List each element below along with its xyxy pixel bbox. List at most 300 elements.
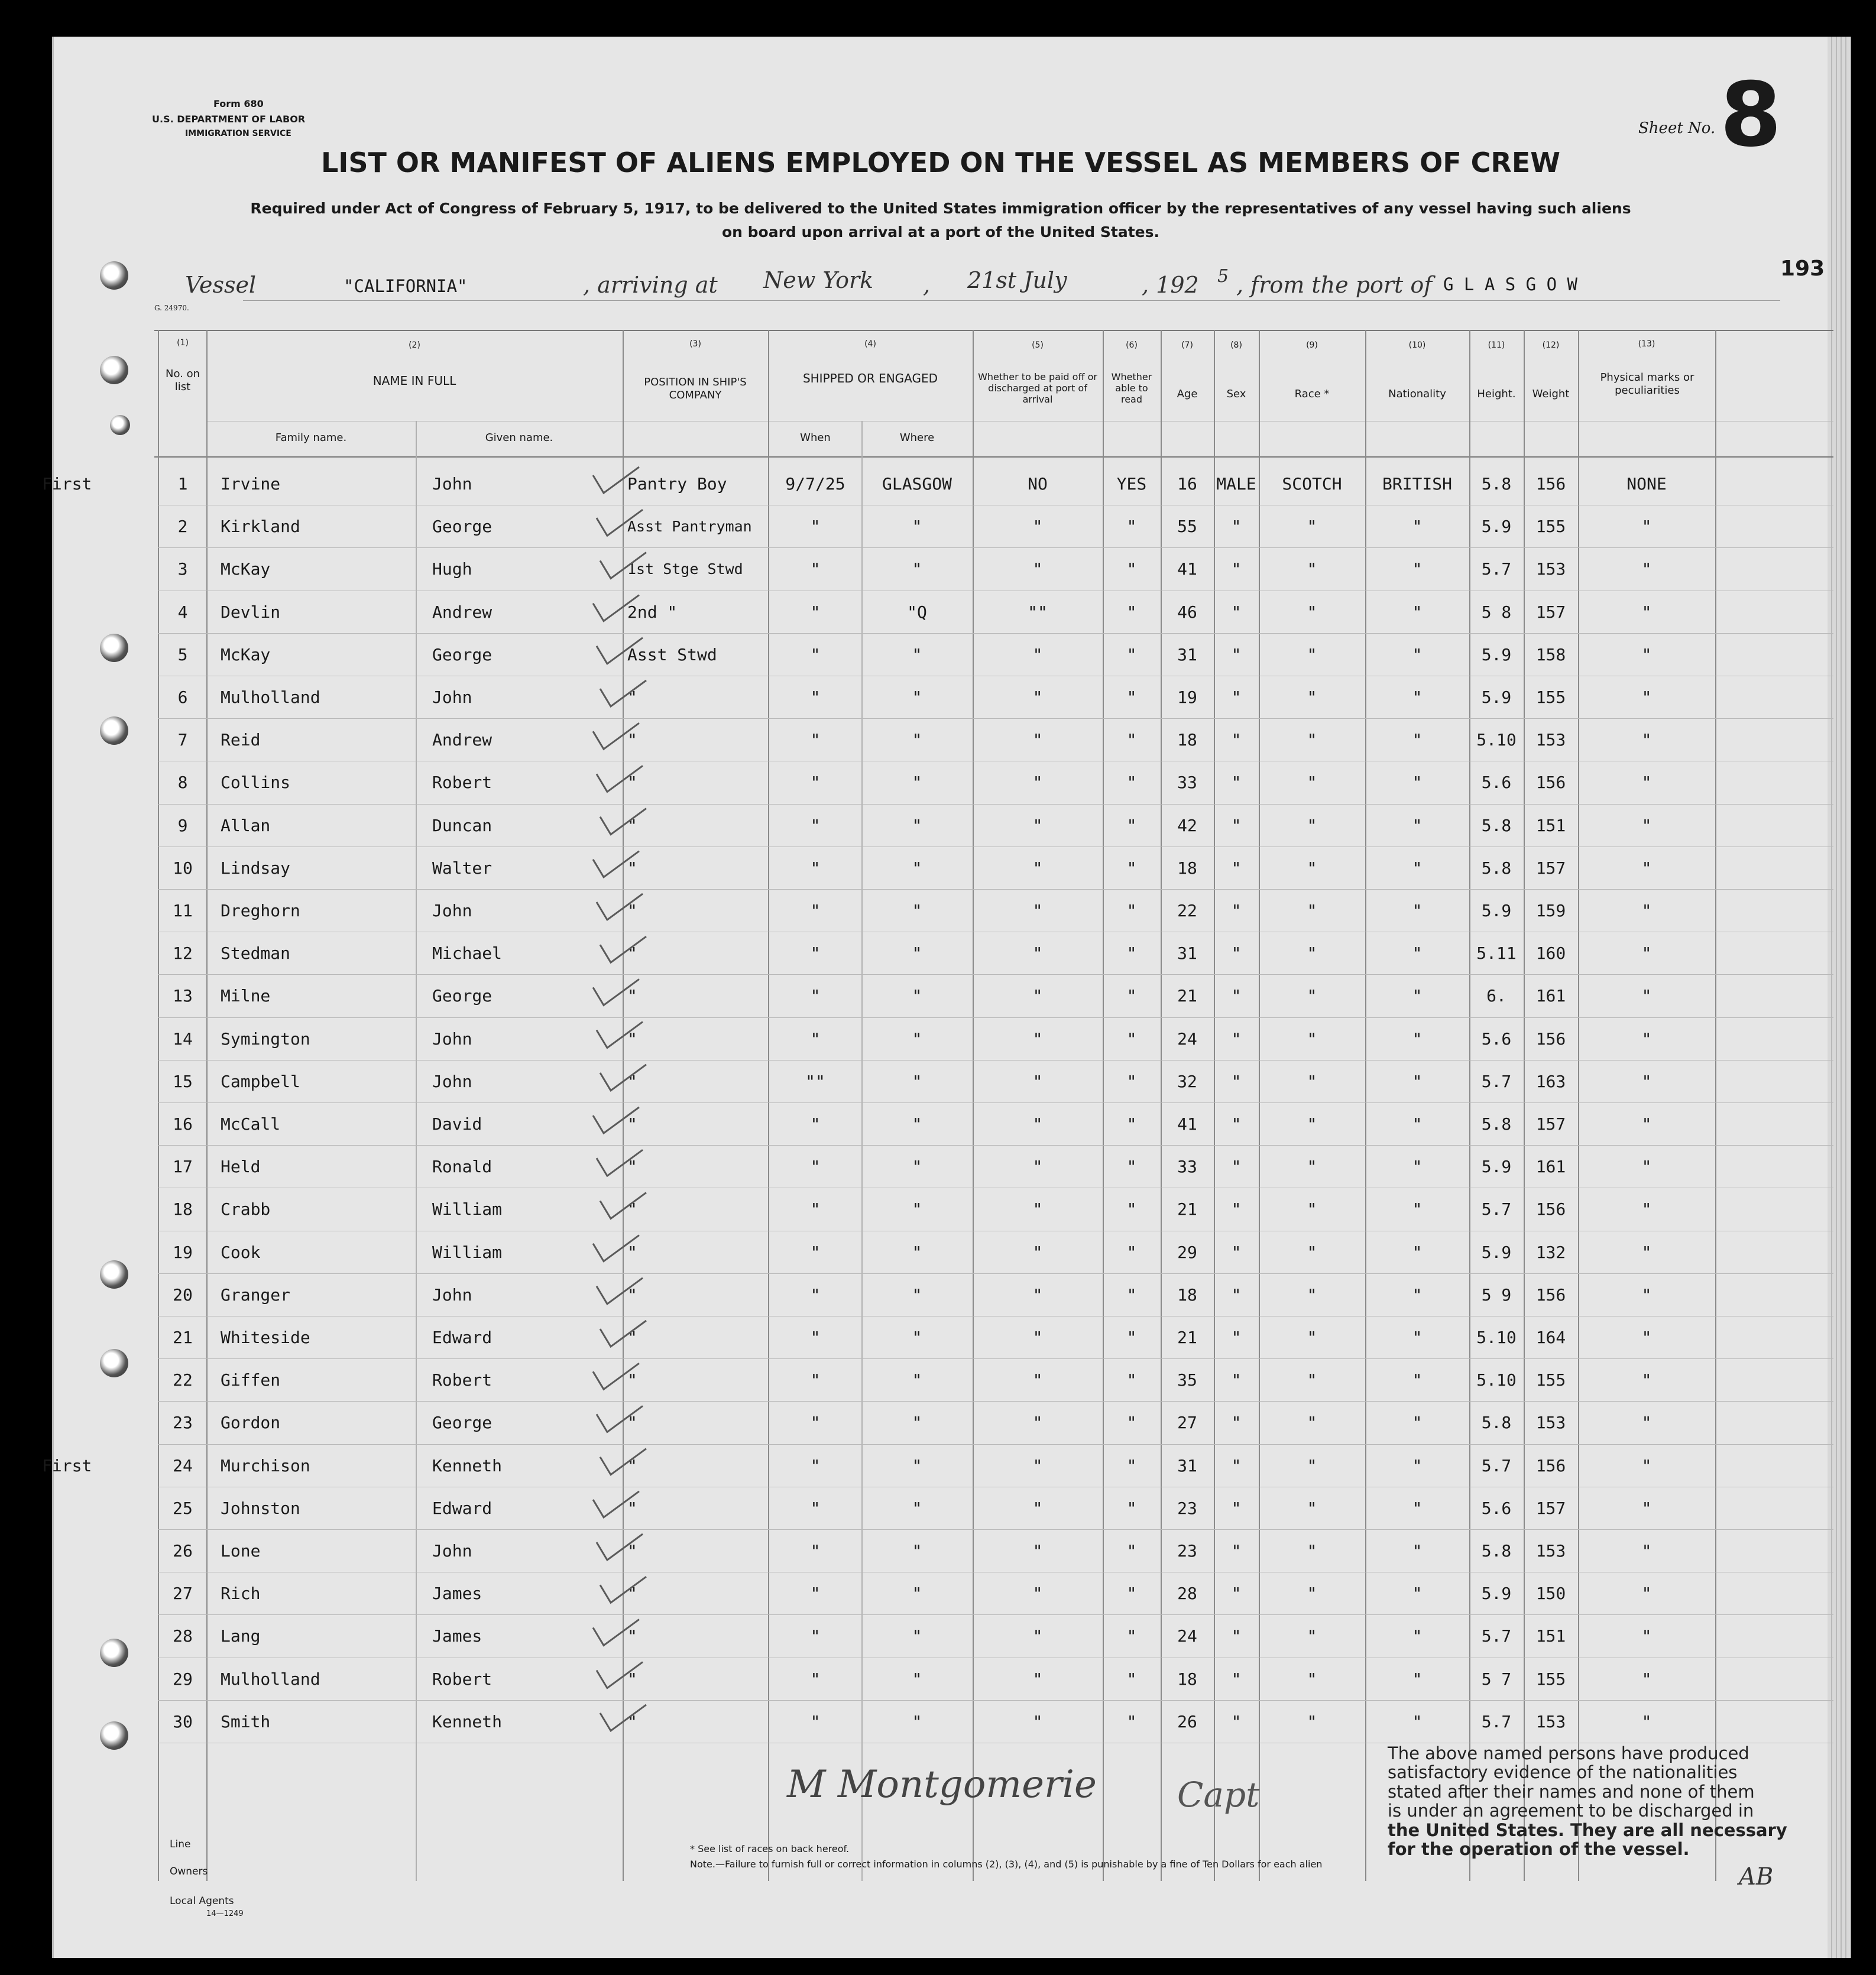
cell-paid-off: " bbox=[1032, 1413, 1043, 1433]
cell-height: 5.8 bbox=[1481, 1114, 1512, 1134]
cell-race: " bbox=[1307, 1711, 1317, 1731]
cell-family-name: Lone bbox=[221, 1541, 261, 1561]
cell-when: " bbox=[810, 1285, 821, 1305]
cell-age: 35 bbox=[1177, 1370, 1197, 1390]
header-when: When bbox=[800, 432, 831, 444]
cell-when: " bbox=[810, 1498, 821, 1518]
cell-family-name: Symington bbox=[221, 1029, 310, 1049]
declaration-line: stated after their names and none of them bbox=[1388, 1781, 1755, 1802]
vessel-label: Vessel bbox=[185, 272, 257, 298]
cell-family-name: Reid bbox=[221, 730, 261, 750]
form-number: Form 680 bbox=[213, 98, 264, 109]
cell-marks: " bbox=[1641, 901, 1652, 920]
cell-family-name: Mulholland bbox=[221, 687, 320, 707]
cell-sex: " bbox=[1231, 1626, 1242, 1646]
captain-signature: M Montgomerie bbox=[787, 1763, 1097, 1807]
cell-marks: " bbox=[1641, 1455, 1652, 1475]
cell-weight: 158 bbox=[1535, 644, 1566, 664]
cell-age: 24 bbox=[1177, 1626, 1197, 1646]
pencil-check-marks bbox=[54, 37, 1851, 1958]
cell-given-name: William bbox=[432, 1242, 503, 1262]
cell-where: " bbox=[912, 1071, 922, 1091]
cell-paid-off: " bbox=[1032, 773, 1043, 793]
department: U.S. DEPARTMENT OF LABOR bbox=[152, 113, 306, 125]
cell-sex: " bbox=[1231, 1541, 1242, 1561]
cell-nationality: " bbox=[1412, 1413, 1423, 1433]
cell-no: 22 bbox=[173, 1370, 193, 1390]
cell-nationality: " bbox=[1412, 1199, 1423, 1220]
cell-where: " bbox=[912, 815, 922, 835]
cell-race: " bbox=[1307, 1498, 1317, 1518]
pencil-check-mark bbox=[593, 595, 639, 621]
cell-age: 16 bbox=[1177, 474, 1197, 494]
cell-family-name: Granger bbox=[221, 1285, 291, 1305]
cell-where: " bbox=[912, 1157, 922, 1177]
pencil-check-mark bbox=[597, 510, 643, 536]
pencil-check-mark bbox=[597, 638, 643, 664]
cell-marks: " bbox=[1641, 644, 1652, 664]
cell-race: " bbox=[1307, 1370, 1317, 1390]
pencil-check-mark bbox=[600, 1705, 646, 1731]
cell-nationality: " bbox=[1412, 1498, 1423, 1518]
cell-sex: " bbox=[1231, 517, 1242, 537]
cell-race: " bbox=[1307, 1541, 1317, 1561]
cell-given-name: William bbox=[432, 1199, 503, 1220]
col-num: (2) bbox=[409, 340, 420, 350]
cell-when: " bbox=[810, 1669, 821, 1689]
cell-position: " bbox=[627, 1328, 637, 1347]
cell-able-read: " bbox=[1126, 1370, 1137, 1390]
cell-nationality: " bbox=[1412, 1029, 1423, 1049]
cell-no: 14 bbox=[173, 1029, 193, 1049]
cell-where: " bbox=[912, 559, 922, 579]
col-num: (9) bbox=[1306, 340, 1318, 350]
vessel-name: "CALIFORNIA" bbox=[344, 276, 468, 296]
cell-position: 2nd " bbox=[627, 602, 678, 622]
cell-height: 5.9 bbox=[1481, 1242, 1512, 1262]
cell-race: " bbox=[1307, 730, 1317, 750]
cell-family-name: Stedman bbox=[221, 943, 291, 964]
cell-race: " bbox=[1307, 1029, 1317, 1049]
pencil-check-mark bbox=[597, 1150, 643, 1176]
cell-able-read: " bbox=[1126, 1541, 1137, 1561]
cell-family-name: Lang bbox=[221, 1626, 261, 1646]
cell-when: " bbox=[810, 1626, 821, 1646]
cell-no: 5 bbox=[177, 644, 188, 664]
cell-when: " bbox=[810, 943, 821, 964]
cell-family-name: Smith bbox=[221, 1711, 271, 1731]
cell-paid-off: " bbox=[1032, 986, 1043, 1006]
pencil-check-mark bbox=[597, 1278, 643, 1304]
cell-nationality: " bbox=[1412, 1157, 1423, 1177]
cell-height: 5.8 bbox=[1481, 1541, 1512, 1561]
cell-weight: 156 bbox=[1535, 1455, 1566, 1475]
cell-race: " bbox=[1307, 943, 1317, 964]
cell-position: 1st Stge Stwd bbox=[627, 560, 743, 578]
cell-family-name: Campbell bbox=[221, 1071, 300, 1091]
cell-given-name: John bbox=[432, 1285, 472, 1305]
cell-family-name: Mulholland bbox=[221, 1669, 320, 1689]
cell-where: " bbox=[912, 1584, 922, 1604]
cell-given-name: Robert bbox=[432, 773, 493, 793]
header-no-on-list: No. on list bbox=[165, 368, 200, 393]
cell-race: " bbox=[1307, 602, 1317, 622]
cell-able-read: " bbox=[1126, 1029, 1137, 1049]
cell-family-name: Crabb bbox=[221, 1199, 271, 1220]
cell-no: 25 bbox=[173, 1498, 193, 1518]
cell-height: 5.7 bbox=[1481, 1711, 1512, 1731]
cell-height: 5 7 bbox=[1481, 1669, 1512, 1689]
cell-given-name: John bbox=[432, 901, 472, 920]
header-race: Race * bbox=[1294, 388, 1330, 400]
cell-sex: " bbox=[1231, 730, 1242, 750]
cell-family-name: Cook bbox=[221, 1242, 261, 1262]
cell-when: 9/7/25 bbox=[785, 474, 845, 494]
cell-weight: 156 bbox=[1535, 773, 1566, 793]
cell-sex: " bbox=[1231, 1114, 1242, 1134]
cell-height: 5.7 bbox=[1481, 1071, 1512, 1091]
cell-sex: " bbox=[1231, 943, 1242, 964]
cell-height: 5.9 bbox=[1481, 517, 1512, 537]
cell-paid-off: " bbox=[1032, 1541, 1043, 1561]
cell-position: " bbox=[627, 1584, 637, 1604]
cell-no: 8 bbox=[177, 773, 188, 793]
cell-nationality: " bbox=[1412, 1669, 1423, 1689]
cell-given-name: Robert bbox=[432, 1669, 493, 1689]
cell-height: 5.6 bbox=[1481, 773, 1512, 793]
cell-no: 18 bbox=[173, 1199, 193, 1220]
cell-given-name: John bbox=[432, 1029, 472, 1049]
cell-paid-off: " bbox=[1032, 1498, 1043, 1518]
cell-age: 28 bbox=[1177, 1584, 1197, 1604]
cell-sex: " bbox=[1231, 1498, 1242, 1518]
cell-sex: " bbox=[1231, 559, 1242, 579]
col-num: (3) bbox=[689, 339, 701, 349]
cell-sex: " bbox=[1231, 687, 1242, 707]
cell-family-name: Gordon bbox=[221, 1413, 281, 1433]
declaration-line: is under an agreement to be discharged in bbox=[1388, 1801, 1754, 1821]
cell-height: 5.10 bbox=[1476, 1370, 1517, 1390]
cell-race: " bbox=[1307, 901, 1317, 920]
cell-sex: " bbox=[1231, 1669, 1242, 1689]
cell-nationality: " bbox=[1412, 943, 1423, 964]
header-given-name: Given name. bbox=[485, 432, 553, 444]
cell-weight: 160 bbox=[1535, 943, 1566, 964]
cell-nationality: " bbox=[1412, 602, 1423, 622]
pencil-check-mark bbox=[597, 766, 643, 792]
cell-no: 27 bbox=[173, 1584, 193, 1604]
cell-sex: " bbox=[1231, 1455, 1242, 1475]
declaration-statement bbox=[1388, 1744, 1787, 1859]
cell-marks: " bbox=[1641, 986, 1652, 1006]
cell-given-name: Walter bbox=[432, 858, 493, 878]
cell-sex: MALE bbox=[1216, 474, 1256, 494]
page-stamp: 193 bbox=[1780, 257, 1825, 281]
cell-no: 29 bbox=[173, 1669, 193, 1689]
cell-able-read: " bbox=[1126, 1114, 1137, 1134]
cell-marks: " bbox=[1641, 1199, 1652, 1220]
cell-height: 5.8 bbox=[1481, 858, 1512, 878]
cell-sex: " bbox=[1231, 1157, 1242, 1177]
cell-no: 11 bbox=[173, 901, 193, 920]
page-title: LIST OR MANIFEST OF ALIENS EMPLOYED ON THE VESSEL AS MEMBERS OF CREW bbox=[320, 147, 1560, 179]
cell-family-name: Kirkland bbox=[221, 517, 300, 537]
cell-marks: " bbox=[1641, 1071, 1652, 1091]
cell-family-name: McCall bbox=[221, 1114, 281, 1134]
footer-owners-label: Owners bbox=[170, 1866, 208, 1877]
initials: AB bbox=[1739, 1863, 1774, 1890]
header-weight: Weight bbox=[1532, 388, 1570, 400]
subtitle-line-1: Required under Act of Congress of February 5, 1917, to be delivered to the United States immigration officer by the representatives of any vessel having such aliens bbox=[250, 200, 1631, 217]
cell-when: " bbox=[810, 559, 821, 579]
cell-paid-off: " bbox=[1032, 1626, 1043, 1646]
cell-age: 21 bbox=[1177, 986, 1197, 1006]
cell-paid-off: " bbox=[1032, 1029, 1043, 1049]
cell-where: " bbox=[912, 1541, 922, 1561]
cell-marks: " bbox=[1641, 1584, 1652, 1604]
header-family-name: Family name. bbox=[275, 432, 347, 444]
cell-age: 18 bbox=[1177, 858, 1197, 878]
cell-given-name: John bbox=[432, 1071, 472, 1091]
header-nationality: Nationality bbox=[1388, 388, 1446, 400]
cell-family-name: Johnston bbox=[221, 1498, 300, 1518]
cell-position: " bbox=[627, 1071, 637, 1091]
cell-family-name: Murchison bbox=[221, 1455, 310, 1475]
cell-height: 5.7 bbox=[1481, 559, 1512, 579]
cell-nationality: " bbox=[1412, 986, 1423, 1006]
cell-nationality: " bbox=[1412, 1584, 1423, 1604]
cell-position: " bbox=[627, 1498, 637, 1518]
cell-marks: " bbox=[1641, 1328, 1652, 1347]
cell-able-read: " bbox=[1126, 644, 1137, 664]
cell-height: 5.6 bbox=[1481, 1029, 1512, 1049]
cell-sex: " bbox=[1231, 815, 1242, 835]
cell-age: 18 bbox=[1177, 1669, 1197, 1689]
cell-paid-off: " bbox=[1032, 1285, 1043, 1305]
cell-where: " bbox=[912, 644, 922, 664]
cell-height: 5.11 bbox=[1476, 943, 1517, 964]
cell-age: 18 bbox=[1177, 730, 1197, 750]
cell-when: " bbox=[810, 1114, 821, 1134]
cell-nationality: " bbox=[1412, 687, 1423, 707]
cell-marks: " bbox=[1641, 858, 1652, 878]
cell-where: GLASGOW bbox=[882, 474, 952, 494]
header-shipped: SHIPPED OR ENGAGED bbox=[802, 371, 938, 385]
cell-when: " bbox=[810, 602, 821, 622]
col-num: (13) bbox=[1638, 339, 1655, 349]
cell-where: " bbox=[912, 858, 922, 878]
cell-no: 7 bbox=[177, 730, 188, 750]
cell-where: " bbox=[912, 1029, 922, 1049]
declaration-line: satisfactory evidence of the nationalities bbox=[1388, 1762, 1738, 1783]
cell-given-name: George bbox=[432, 986, 493, 1006]
cell-race: " bbox=[1307, 815, 1317, 835]
cell-weight: 163 bbox=[1535, 1071, 1566, 1091]
cell-sex: " bbox=[1231, 1711, 1242, 1731]
cell-able-read: " bbox=[1126, 1711, 1137, 1731]
sheet-no-label: Sheet No. bbox=[1638, 119, 1716, 137]
cell-where: " bbox=[912, 986, 922, 1006]
pencil-check-mark bbox=[600, 809, 646, 835]
col-num: (8) bbox=[1230, 340, 1242, 350]
pencil-check-mark bbox=[593, 1619, 639, 1645]
cell-paid-off: " bbox=[1032, 1114, 1043, 1134]
manifest-sheet bbox=[42, 37, 1851, 1958]
cell-height: 5.8 bbox=[1481, 815, 1512, 835]
cell-weight: 155 bbox=[1535, 517, 1566, 537]
cell-paid-off: " bbox=[1032, 559, 1043, 579]
cell-sex: " bbox=[1231, 644, 1242, 664]
cell-weight: 156 bbox=[1535, 1199, 1566, 1220]
cell-sex: " bbox=[1231, 1370, 1242, 1390]
cell-weight: 155 bbox=[1535, 1370, 1566, 1390]
cell-age: 46 bbox=[1177, 602, 1197, 622]
cell-paid-off: " bbox=[1032, 901, 1043, 920]
cell-weight: 157 bbox=[1535, 1114, 1566, 1134]
cell-able-read: YES bbox=[1116, 474, 1147, 494]
cell-where: " bbox=[912, 1242, 922, 1262]
cell-when: " bbox=[810, 815, 821, 835]
cell-position: " bbox=[627, 1455, 637, 1475]
cell-race: SCOTCH bbox=[1282, 474, 1342, 494]
from-port-label: , from the port of bbox=[1236, 272, 1433, 298]
cell-age: 33 bbox=[1177, 1157, 1197, 1177]
cell-able-read: " bbox=[1126, 1584, 1137, 1604]
cell-age: 22 bbox=[1177, 901, 1197, 920]
cell-paid-off: " bbox=[1032, 943, 1043, 964]
cell-height: 5.10 bbox=[1476, 730, 1517, 750]
cell-marks: " bbox=[1641, 687, 1652, 707]
cell-no: 24 bbox=[173, 1455, 193, 1475]
cell-no: 3 bbox=[177, 559, 188, 579]
cell-nationality: " bbox=[1412, 559, 1423, 579]
cell-height: 5 8 bbox=[1481, 602, 1512, 622]
cell-weight: 155 bbox=[1535, 687, 1566, 707]
cell-no: 15 bbox=[173, 1071, 193, 1091]
declaration-line: the United States. They are all necessary bbox=[1388, 1820, 1787, 1840]
cell-position: " bbox=[627, 1114, 637, 1134]
cell-age: 26 bbox=[1177, 1711, 1197, 1731]
cell-when: " bbox=[810, 1157, 821, 1177]
pencil-check-mark bbox=[600, 1065, 646, 1091]
cell-no: 10 bbox=[173, 858, 193, 878]
cell-family-name: Devlin bbox=[221, 602, 281, 622]
cell-weight: 151 bbox=[1535, 815, 1566, 835]
cell-where: "Q bbox=[907, 602, 927, 622]
cell-position: " bbox=[627, 1370, 637, 1390]
col-num: (11) bbox=[1488, 340, 1505, 350]
cell-age: 42 bbox=[1177, 815, 1197, 835]
cell-when: " bbox=[810, 730, 821, 750]
cell-nationality: " bbox=[1412, 1711, 1423, 1731]
cell-age: 27 bbox=[1177, 1413, 1197, 1433]
header-name-in-full: NAME IN FULL bbox=[372, 374, 456, 388]
cell-where: " bbox=[912, 1626, 922, 1646]
cell-family-name: Allan bbox=[221, 815, 271, 835]
cell-where: " bbox=[912, 687, 922, 707]
cell-height: 5.9 bbox=[1481, 1157, 1512, 1177]
pencil-check-mark bbox=[600, 1577, 646, 1603]
cell-paid-off: " bbox=[1032, 1199, 1043, 1220]
cell-age: 23 bbox=[1177, 1541, 1197, 1561]
cell-when: " bbox=[810, 1584, 821, 1604]
header-height: Height. bbox=[1477, 388, 1516, 400]
cell-no: 19 bbox=[173, 1242, 193, 1262]
cell-position: " bbox=[627, 1157, 637, 1177]
cell-no: 9 bbox=[177, 815, 188, 835]
cell-where: " bbox=[912, 1455, 922, 1475]
cell-race: " bbox=[1307, 858, 1317, 878]
arriving-label: , arriving at bbox=[583, 272, 718, 298]
cell-where: " bbox=[912, 1370, 922, 1390]
cell-when: " bbox=[810, 1413, 821, 1433]
header-able-to-read: Whether able to read bbox=[1111, 371, 1152, 406]
cell-position: " bbox=[627, 1669, 637, 1689]
pencil-check-mark bbox=[600, 552, 646, 578]
cell-where: " bbox=[912, 1285, 922, 1305]
cell-race: " bbox=[1307, 1285, 1317, 1305]
declaration-line: The above named persons have produced bbox=[1388, 1743, 1749, 1763]
cell-race: " bbox=[1307, 1328, 1317, 1347]
pencil-check-mark bbox=[593, 1491, 639, 1517]
cell-no: 6 bbox=[177, 687, 188, 707]
cell-weight: 161 bbox=[1535, 1157, 1566, 1177]
pencil-check-mark bbox=[597, 1662, 643, 1688]
cell-when: "" bbox=[805, 1071, 825, 1091]
cell-paid-off: " bbox=[1032, 730, 1043, 750]
col-num: (10) bbox=[1408, 340, 1426, 350]
cell-marks: " bbox=[1641, 1626, 1652, 1646]
captain-title: Capt bbox=[1177, 1775, 1260, 1815]
cell-position: " bbox=[627, 687, 637, 707]
cell-able-read: " bbox=[1126, 1328, 1137, 1347]
cell-weight: 132 bbox=[1535, 1242, 1566, 1262]
col-num: (12) bbox=[1542, 340, 1560, 350]
cell-when: " bbox=[810, 901, 821, 920]
pencil-check-mark bbox=[597, 1406, 643, 1432]
cell-marks: " bbox=[1641, 602, 1652, 622]
cell-race: " bbox=[1307, 1584, 1317, 1604]
cell-given-name: Edward bbox=[432, 1498, 493, 1518]
col-num: (6) bbox=[1126, 340, 1138, 350]
cell-nationality: " bbox=[1412, 517, 1423, 537]
cell-family-name: Dreghorn bbox=[221, 901, 300, 920]
arrival-port: New York bbox=[763, 267, 874, 293]
header-position: POSITION IN SHIP'S COMPANY bbox=[644, 376, 747, 401]
cell-age: 31 bbox=[1177, 644, 1197, 664]
pencil-check-mark bbox=[600, 1321, 646, 1347]
cell-no: 16 bbox=[173, 1114, 193, 1134]
cell-given-name: Robert bbox=[432, 1370, 493, 1390]
cell-given-name: David bbox=[432, 1114, 482, 1134]
cell-when: " bbox=[810, 1242, 821, 1262]
cell-nationality: " bbox=[1412, 1328, 1423, 1347]
cell-able-read: " bbox=[1126, 559, 1137, 579]
cell-position: " bbox=[627, 1711, 637, 1731]
cell-able-read: " bbox=[1126, 687, 1137, 707]
cell-when: " bbox=[810, 644, 821, 664]
col-num: (7) bbox=[1181, 340, 1193, 350]
cell-nationality: " bbox=[1412, 901, 1423, 920]
cell-position: " bbox=[627, 815, 637, 835]
cell-able-read: " bbox=[1126, 1626, 1137, 1646]
cell-position: Pantry Boy bbox=[627, 474, 727, 494]
cell-no: 17 bbox=[173, 1157, 193, 1177]
cell-weight: 159 bbox=[1535, 901, 1566, 920]
cell-marks: " bbox=[1641, 1242, 1652, 1262]
cell-when: " bbox=[810, 687, 821, 707]
cell-marks: NONE bbox=[1626, 474, 1667, 494]
